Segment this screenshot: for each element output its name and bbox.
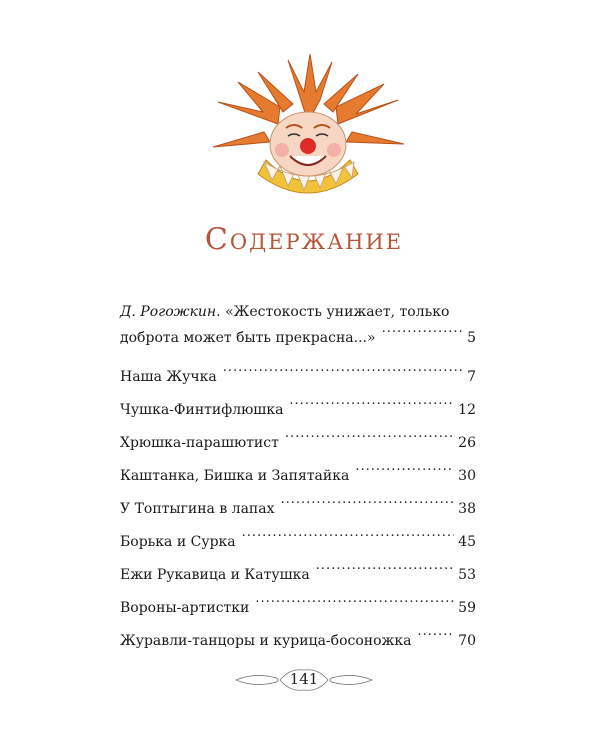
toc-entry-first-line2 [120, 322, 476, 348]
toc-page-number: 45 [458, 534, 476, 550]
toc-page-number: 30 [458, 468, 476, 484]
toc-page-number: 5 [467, 330, 476, 346]
toc-entry[interactable] [120, 625, 476, 649]
page-number-ornament [0, 668, 608, 692]
toc-entry-first-text: «Жестокость унижает, только [225, 304, 450, 320]
toc-entry-title: Журавли-танцоры и курица-босоножка [120, 633, 412, 649]
leader-dots [223, 361, 463, 381]
toc-entry[interactable] [120, 592, 476, 616]
toc-page-number: 59 [458, 600, 476, 616]
leader-dots [418, 625, 455, 645]
toc-entry-first-line1 [120, 302, 476, 322]
toc-entry[interactable] [120, 427, 476, 451]
toc-page-number: 70 [458, 633, 476, 649]
toc-entry-title: Каштанка, Бишка и Запятайка [120, 468, 350, 484]
toc-entry[interactable] [120, 559, 476, 583]
leader-dots [355, 460, 454, 480]
leader-dots [382, 322, 464, 342]
page-number: 141 [289, 670, 319, 688]
leader-dots [316, 559, 454, 579]
toc-page-number: 53 [458, 567, 476, 583]
leader-dots [255, 592, 454, 612]
toc-entry[interactable] [120, 526, 476, 550]
toc-page-number: 7 [467, 369, 476, 385]
leader-dots [289, 394, 454, 414]
page-title: Содержание [204, 222, 404, 257]
toc-page-number: 12 [458, 402, 476, 418]
clown-illustration [208, 52, 408, 197]
leader-dots [285, 427, 454, 447]
toc-entry-first[interactable] [120, 302, 476, 348]
toc-entry-title: Хрюшка-парашютист [120, 435, 279, 451]
toc-author: Д. Рогожкин. [120, 304, 221, 320]
toc-entry[interactable] [120, 460, 476, 484]
leader-dots [242, 526, 455, 546]
toc-entry[interactable] [120, 361, 476, 385]
toc-entry-title: Ежи Рукавица и Катушка [120, 567, 310, 583]
toc-entry-title: Наша Жучка [120, 369, 217, 385]
toc-page-number: 26 [458, 435, 476, 451]
toc-entry[interactable] [120, 493, 476, 517]
toc-entry-first-text2: доброта может быть прекрасна...» [120, 330, 376, 346]
toc-entry[interactable] [120, 394, 476, 418]
table-of-contents [120, 302, 476, 658]
toc-entry-title: Чушка-Финтифлюшка [120, 402, 284, 418]
toc-entry-title: Вороны-артистки [120, 600, 250, 616]
toc-entry-title: У Топтыгина в лапах [120, 501, 275, 517]
toc-entry-title: Борька и Сурка [120, 534, 236, 550]
toc-page-number: 38 [458, 501, 476, 517]
leader-dots [281, 493, 455, 513]
